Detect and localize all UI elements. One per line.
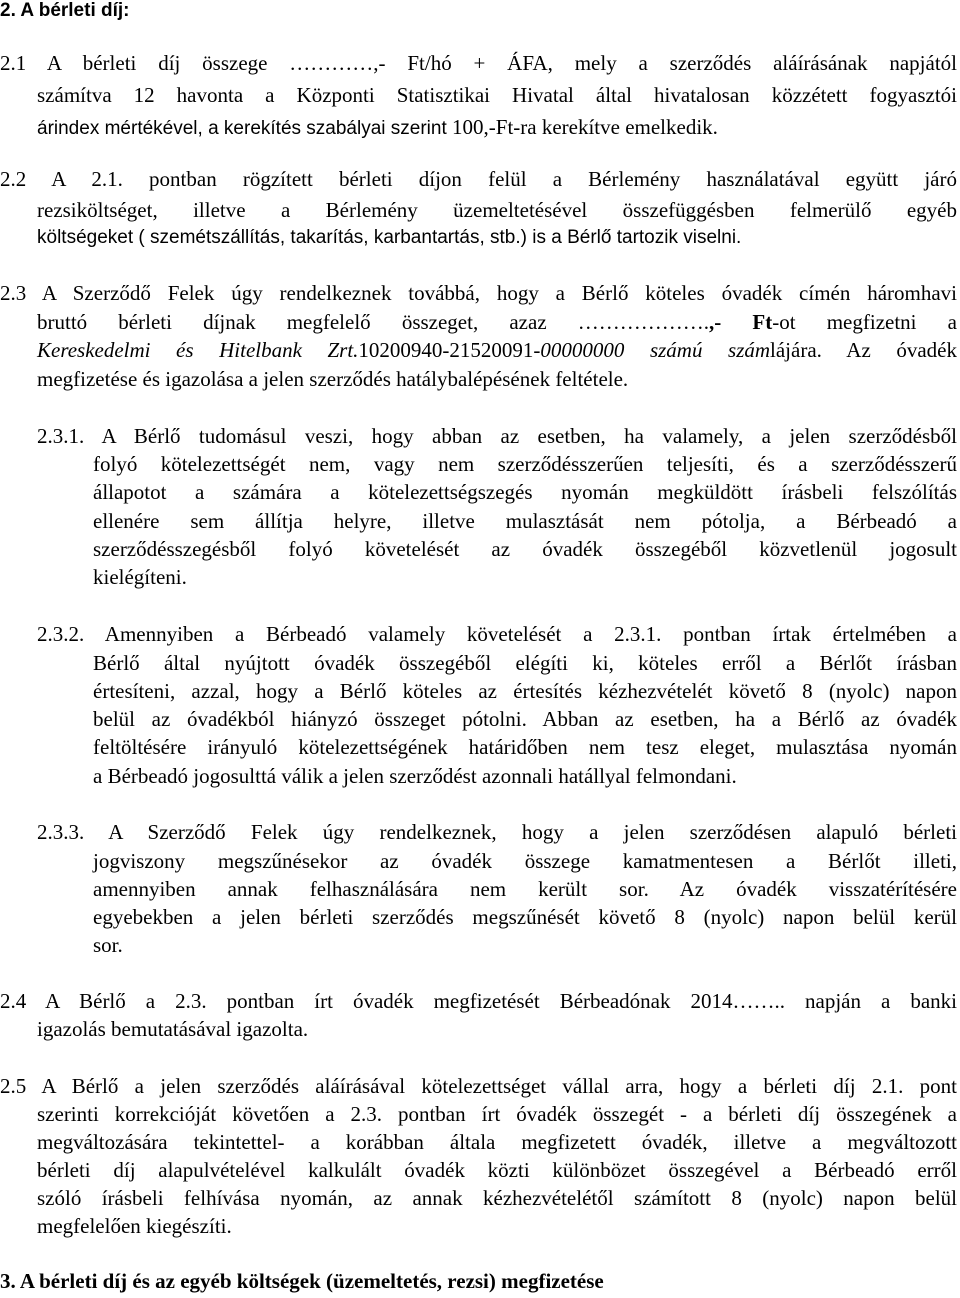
para-2-3-3-line-5: sor. xyxy=(93,933,123,957)
para-2-1-line-3: árindex mértékével, a kerekítés szabályai szerint 100,-Ft-ra kerekítve emelkedik. xyxy=(37,115,718,139)
para-2-3-1-line-6: kielégíteni. xyxy=(93,565,187,589)
para-2-5-line-1: 2.5 A Bérlő a jelen szerződés aláírásával kötelezettséget vállal arra, hogy a bérleti díj 2.1. pont xyxy=(0,1074,957,1098)
para-2-2-line-1: 2.2 A 2.1. pontban rögzített bérleti díjon felül a Bérlemény használatával együtt járó xyxy=(0,167,957,191)
para-2-3-2-line-1: 2.3.2. Amennyiben a Bérbeadó valamely követelését a 2.3.1. pontban írtak értelmében a xyxy=(37,622,957,646)
para-2-3-3-line-4: egyebekben a jelen bérleti szerződés megszűnését követő 8 (nyolc) napon belül kerül xyxy=(93,905,957,929)
para-2-5-line-5: szóló írásbeli felhívása nyomán, az annak kézhezvételétől számított 8 (nyolc) napon belül xyxy=(37,1186,957,1210)
para-2-3-2-line-4: belül az óvadékból hiányzó összeget pótolni. Abban az esetben, ha a Bérlő az óvadék xyxy=(93,707,957,731)
para-2-4-line-1: 2.4 A Bérlő a 2.3. pontban írt óvadék megfizetését Bérbeadónak 2014…….. napján a banki xyxy=(0,989,957,1013)
para-2-3-1-line-3: állapotot a számára a kötelezettségszegés nyomán megküldött írásbeli felszólítás xyxy=(93,480,957,504)
para-2-4-line-2: igazolás bemutatásával igazolta. xyxy=(37,1017,309,1041)
para-2-3-1-line-5: szerződésszegésből folyó követelését az óvadék összegéből közvetlenül jogosult xyxy=(93,537,957,561)
section-heading-3: 3. A bérleti díj és az egyéb költségek (üzemeltetés, rezsi) megfizetése xyxy=(0,1269,604,1293)
para-2-3-2-line-3: értesíteni, azzal, hogy a Bérlő köteles az értesítés kézhezvételét követő 8 (nyolc) napon xyxy=(93,679,957,703)
para-2-3-1-line-2: folyó kötelezettségét nem, vagy nem szerződésszerűen teljesíti, és a szerződésszerű xyxy=(93,452,957,476)
para-2-1-line-2: számítva 12 havonta a Központi Statisztikai Hivatal által hivatalosan közzétett fogyasztói xyxy=(37,83,957,107)
para-2-3-2-line-6: a Bérbeadó jogosulttá válik a jelen szerződést azonnali hatállyal felmondani. xyxy=(93,764,737,788)
para-2-2-line-2: rezsiköltséget, illetve a Bérlemény üzemeltetésével összefüggésben felmerülő egyéb xyxy=(37,198,957,222)
para-2-3-3-line-3: amennyiben annak felhasználására nem került sor. Az óvadék visszatérítésére xyxy=(93,877,957,901)
para-2-5-line-4: bérleti díj alapulvételével kalkulált óvadék közti különbözet összegével a Bérbeadó erről xyxy=(37,1158,957,1182)
para-2-3-2-line-2: Bérlő által nyújtott óvadék összegéből elégíti ki, köteles erről a Bérlőt írásban xyxy=(93,651,957,675)
para-2-3-line-3: Kereskedelmi és Hitelbank Zrt.10200940-21520091-00000000 számú számlájára. Az óvadék xyxy=(37,338,957,362)
para-2-5-line-6: megfelelően kiegészíti. xyxy=(37,1214,232,1238)
para-2-3-line-1: 2.3 A Szerződő Felek úgy rendelkeznek továbbá, hogy a Bérlő köteles óvadék címén háromhavi xyxy=(0,281,957,305)
para-2-1-line-1: 2.1 A bérleti díj összege …………,- Ft/hó + ÁFA, mely a szerződés aláírásának napjától xyxy=(0,51,957,75)
para-2-5-line-2: szerinti korrekcióját követően a 2.3. pontban írt óvadék összegét - a bérleti díj összegének a xyxy=(37,1102,957,1126)
para-2-5-line-3: megváltozására tekintettel- a korábban általa megfizetett óvadék, illetve a megváltozott xyxy=(37,1130,957,1154)
para-2-3-3-line-2: jogviszony megszűnésekor az óvadék összege kamatmentesen a Bérlőt illeti, xyxy=(93,849,957,873)
section-heading-2: 2. A bérleti díj: xyxy=(0,0,130,21)
para-2-2-line-3: költségeket ( szemétszállítás, takarítás, karbantartás, stb.) is a Bérlő tartozik viselni. xyxy=(37,227,742,248)
para-2-3-line-4: megfizetése és igazolása a jelen szerződés hatálybalépésének feltétele. xyxy=(37,367,629,391)
para-2-3-1-line-1: 2.3.1. A Bérlő tudomásul veszi, hogy abban az esetben, ha valamely, a jelen szerződésből xyxy=(37,424,957,448)
para-2-3-2-line-5: feltöltésére irányuló kötelezettségének határidőben nem tesz eleget, mulasztása nyomán xyxy=(93,735,957,759)
para-2-3-1-line-4: ellenére sem állítja helyre, illetve mulasztását nem pótolja, a Bérbeadó a xyxy=(93,509,957,533)
para-2-3-3-line-1: 2.3.3. A Szerződő Felek úgy rendelkeznek, hogy a jelen szerződésen alapuló bérleti xyxy=(37,820,957,844)
para-2-3-line-2: bruttó bérleti díjnak megfelelő összeget, azaz ……………….,- Ft-ot megfizetni a xyxy=(37,310,957,334)
